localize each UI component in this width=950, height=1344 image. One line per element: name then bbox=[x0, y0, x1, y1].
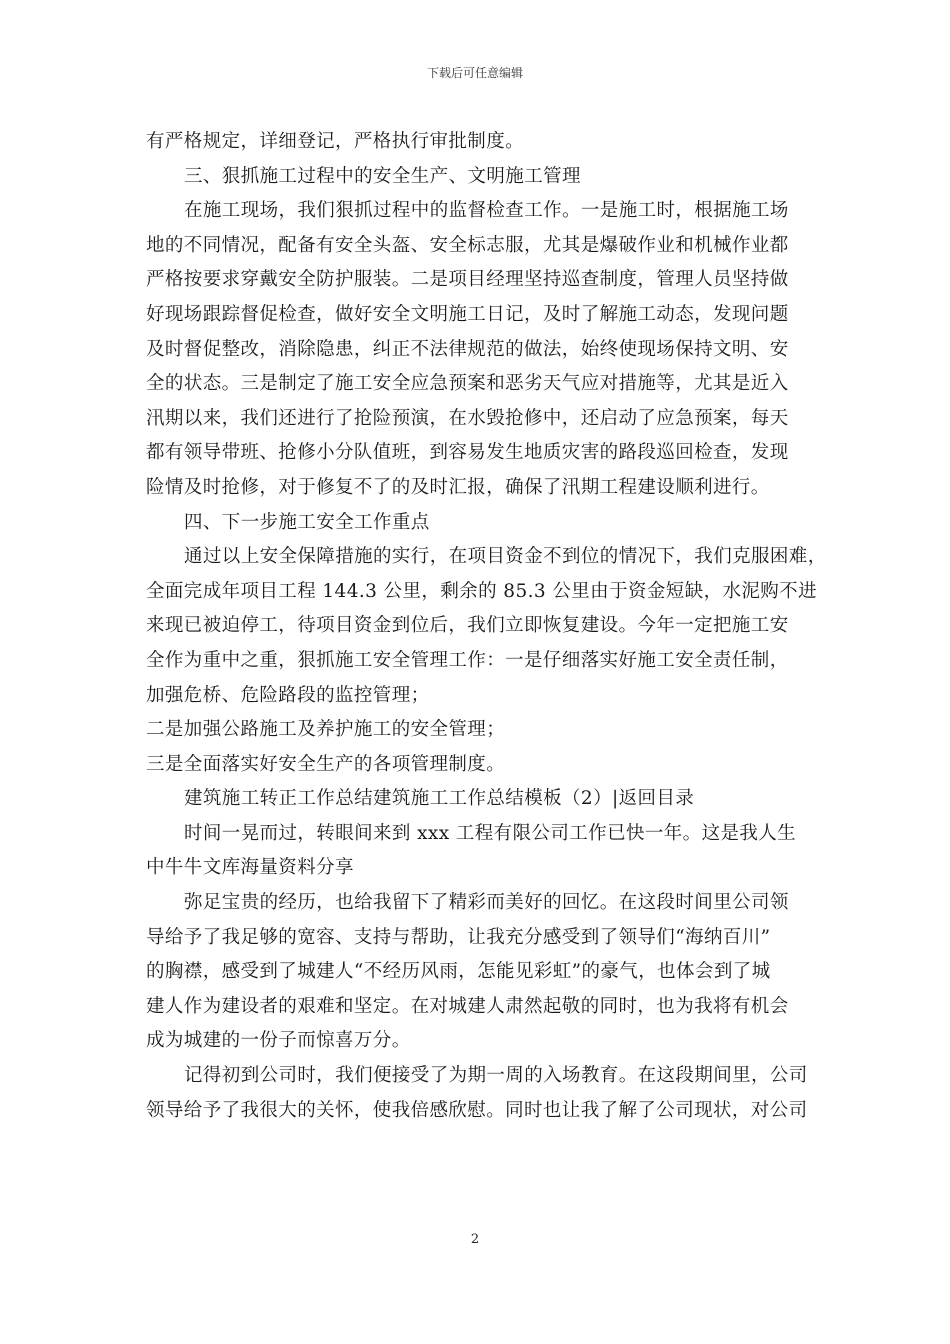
text-line: 好现场跟踪督促检查，做好安全文明施工日记，及时了解施工动态，发现问题 bbox=[146, 303, 789, 325]
text-line: 四、下一步施工安全工作重点 bbox=[184, 511, 430, 533]
text-line: 来现已被迫停工，待项目资金到位后，我们立即恢复建设。今年一定把施工安 bbox=[146, 615, 789, 637]
text-line: 都有领导带班、抢修小分队值班，到容易发生地质灾害的路段巡回检查，发现 bbox=[146, 442, 789, 464]
text-line: 有严格规定，详细登记，严格执行审批制度。 bbox=[146, 131, 525, 152]
text-line: 导给予了我足够的宽容、支持与帮助，让我充分感受到了领导们“海纳百川” bbox=[146, 926, 771, 948]
text-line: 的胸襟，感受到了城建人“不经历风雨，怎能见彩虹”的豪气，也体会到了城 bbox=[146, 961, 771, 983]
text-line: 三是全面落实好安全生产的各项管理制度。 bbox=[146, 753, 506, 775]
text-line: 全的状态。三是制定了施工安全应急预案和恶劣天气应对措施等，尤其是近入 bbox=[146, 373, 789, 395]
text-line: 严格按要求穿戴安全防护服装。二是项目经理坚持巡查制度，管理人员坚持做 bbox=[146, 269, 789, 291]
text-line: 弥足宝贵的经历，也给我留下了精彩而美好的回忆。在这段时间里公司领 bbox=[184, 892, 789, 914]
text-line: 二是加强公路施工及养护施工的安全管理； bbox=[146, 719, 506, 741]
text-line: 通过以上安全保障措施的实行，在项目资金不到位的情况下，我们克服困难， bbox=[184, 546, 827, 568]
text-line: 在施工现场，我们狠抓过程中的监督检查工作。一是施工时，根据施工场 bbox=[184, 200, 789, 222]
text-line: 记得初到公司时，我们便接受了为期一周的入场教育。在这段期间里，公司 bbox=[184, 1065, 808, 1087]
text-line: 中牛牛文库海量资料分享 bbox=[146, 857, 354, 879]
text-line: 领导给予了我很大的关怀，使我倍感欣慰。同时也让我了解了公司现状，对公司 bbox=[146, 1099, 808, 1121]
text-line: 建筑施工转正工作总结建筑施工工作总结模板（2）|返回目录 bbox=[184, 788, 695, 810]
text-line: 险情及时抢修，对于修复不了的及时汇报，确保了汛期工程建设顺利进行。 bbox=[146, 476, 770, 498]
document-body bbox=[146, 128, 827, 1131]
text-line: 地的不同情况，配备有安全头盔、安全标志服，尤其是爆破作业和机械作业都 bbox=[146, 234, 789, 256]
text-line: 三、狠抓施工过程中的安全生产、文明施工管理 bbox=[184, 165, 581, 187]
text-line: 汛期以来，我们还进行了抢险预演，在水毁抢修中，还启动了应急预案，每天 bbox=[146, 407, 789, 429]
text-line: 及时督促整改，消除隐患，纠正不法律规范的做法，始终使现场保持文明、安 bbox=[146, 338, 789, 360]
page-header-note: 下载后可任意编辑 bbox=[426, 66, 523, 80]
text-line: 成为城建的一份子而惊喜万分。 bbox=[146, 1030, 411, 1052]
text-line: 建人作为建设者的艰难和坚定。在对城建人肃然起敬的同时，也为我将有机会 bbox=[146, 995, 789, 1017]
text-line: 时间一晃而过，转眼间来到 xxx 工程有限公司工作已快一年。这是我人生 bbox=[184, 822, 797, 844]
text-line: 全作为重中之重，狠抓施工安全管理工作：一是仔细落实好施工安全责任制， bbox=[146, 649, 789, 671]
page-number: 2 bbox=[470, 1232, 480, 1247]
text-line: 全面完成年项目工程 144.3 公里，剩余的 85.3 公里由于资金短缺，水泥购不进 bbox=[146, 580, 817, 602]
text-line: 加强危桥、危险路段的监控管理； bbox=[146, 684, 430, 706]
